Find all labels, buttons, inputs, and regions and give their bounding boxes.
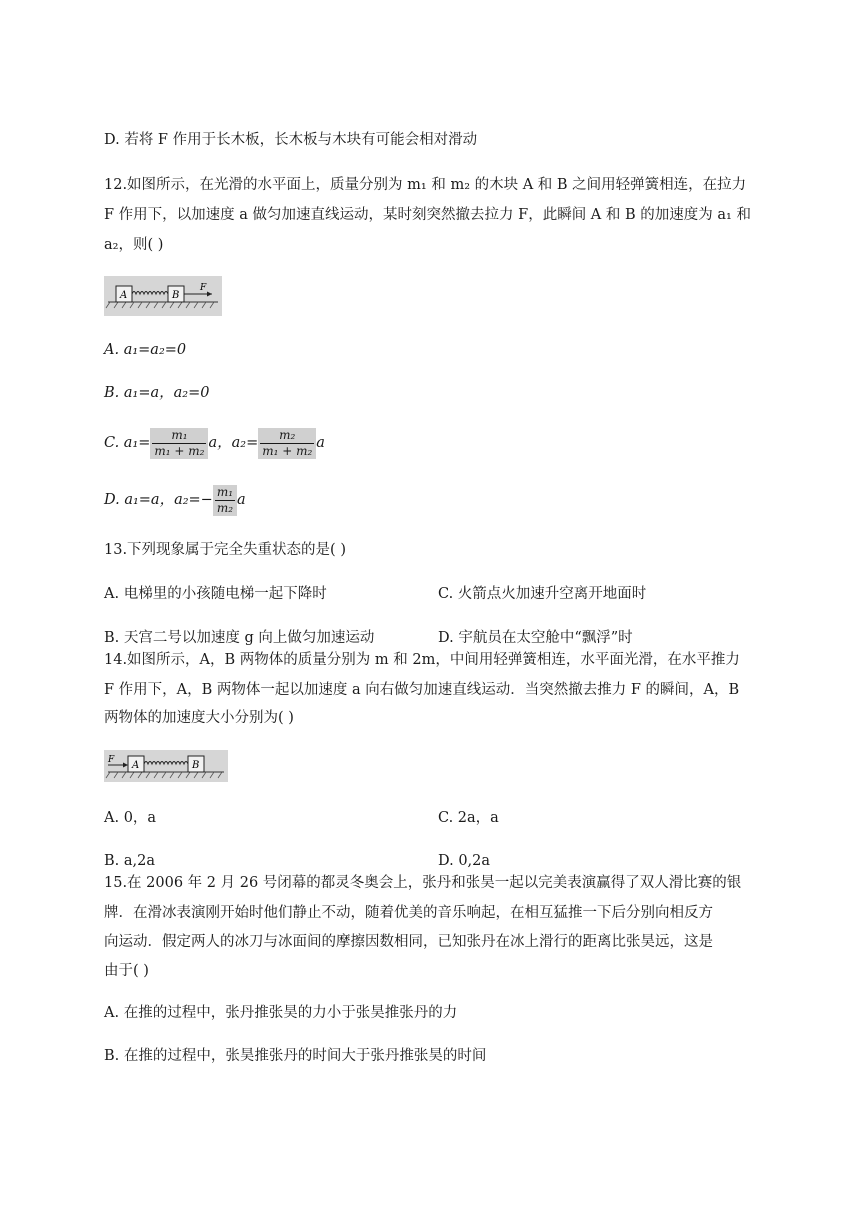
- q14-stem-line3: 两物体的加速度大小分别为( ): [104, 710, 294, 726]
- q12-option-c-fraction1: [150, 428, 208, 459]
- q12-label-f: F: [200, 283, 207, 293]
- q12-c-num2: m₂: [260, 428, 314, 444]
- q12-option-b: B. a₁=a，a₂=0: [104, 385, 210, 401]
- q14-stem-line1: 14.如图所示，A，B 两物体的质量分别为 m 和 2m，中间用轻弹簧相连，水平面光滑，在水平推力: [104, 652, 740, 668]
- q12-label-b: B: [172, 290, 180, 301]
- q12-option-c-suffix: a: [316, 435, 325, 451]
- q15-stem-line3: 向运动．假定两人的冰刀与冰面间的摩擦因数相同，已知张丹在冰上滑行的距离比张昊远，这是: [104, 934, 713, 950]
- q12-option-c-prefix: C. a₁=: [104, 435, 151, 451]
- q14-stem-line2: F 作用下，A，B 两物体一起以加速度 a 向右做匀加速直线运动．当突然撤去推力 F 的瞬间，A，B: [104, 682, 740, 698]
- q15-option-a: A. 在推的过程中，张丹推张昊的力小于张昊推张丹的力: [104, 1005, 458, 1021]
- q12-option-d-prefix: D. a₁=a，a₂=−: [104, 492, 213, 508]
- q12-option-c: [104, 423, 325, 463]
- q13-option-d: D. 宇航员在太空舱中“飘浮”时: [438, 630, 633, 646]
- q12-d-den: m₂: [216, 500, 234, 515]
- q12-option-c-fraction2: [258, 428, 316, 459]
- q12-stem-line1: 12.如图所示，在光滑的水平面上，质量分别为 m₁ 和 m₂ 的木块 A 和 B 之间用轻弹簧相连，在拉力: [104, 177, 747, 193]
- q12-option-c-mid: a，a₂=: [208, 435, 259, 451]
- q15-stem-line1: 15.在 2006 年 2 月 26 号闭幕的都灵冬奥会上，张丹和张昊一起以完美表演赢得了双人滑比赛的银: [104, 875, 742, 891]
- q14-spring-figure: [104, 750, 228, 782]
- q12-c-den1: m₁ + m₂: [154, 443, 205, 458]
- q14-label-f: F: [108, 755, 115, 765]
- q13-option-c: C. 火箭点火加速升空离开地面时: [438, 586, 647, 602]
- q15-stem-line4: 由于( ): [104, 963, 149, 979]
- q13-option-b: B. 天宫二号以加速度 g 向上做匀加速运动: [104, 630, 375, 646]
- q13-option-a: A. 电梯里的小孩随电梯一起下降时: [104, 586, 327, 602]
- q14-option-a: A. 0，a: [104, 810, 157, 826]
- q12-option-d: [104, 480, 246, 520]
- q12-c-den2: m₁ + m₂: [262, 443, 313, 458]
- q12-c-num1: m₁: [152, 428, 206, 444]
- q11-option-d: D. 若将 F 作用于长木板，长木板与木块有可能会相对滑动: [104, 132, 478, 148]
- q14-label-a: A: [132, 760, 140, 771]
- q14-label-b: B: [192, 760, 200, 771]
- q12-stem-line2: F 作用下，以加速度 a 做匀加速直线运动，某时刻突然撤去拉力 F，此瞬间 A 和 B 的加速度为 a₁ 和: [104, 207, 751, 223]
- q13-stem: 13.下列现象属于完全失重状态的是( ): [104, 542, 346, 558]
- q12-option-a: A. a₁=a₂=0: [104, 342, 187, 358]
- q14-option-d: D. 0,2a: [438, 853, 491, 869]
- q12-label-a: A: [120, 290, 128, 301]
- q14-option-c: C. 2a，a: [438, 810, 499, 826]
- q12-option-d-suffix: a: [237, 492, 246, 508]
- q12-option-d-fraction: [213, 485, 237, 516]
- q12-d-num: m₁: [216, 484, 234, 499]
- q12-stem-line3: a₂，则( ): [104, 237, 164, 253]
- q14-option-b: B. a,2a: [104, 853, 155, 869]
- q15-option-b: B. 在推的过程中，张昊推张丹的时间大于张丹推张昊的时间: [104, 1048, 487, 1064]
- q15-stem-line2: 牌．在滑冰表演刚开始时他们静止不动，随着优美的音乐响起，在相互猛推一下后分别向相反方: [104, 905, 713, 921]
- q12-spring-figure: [104, 276, 222, 316]
